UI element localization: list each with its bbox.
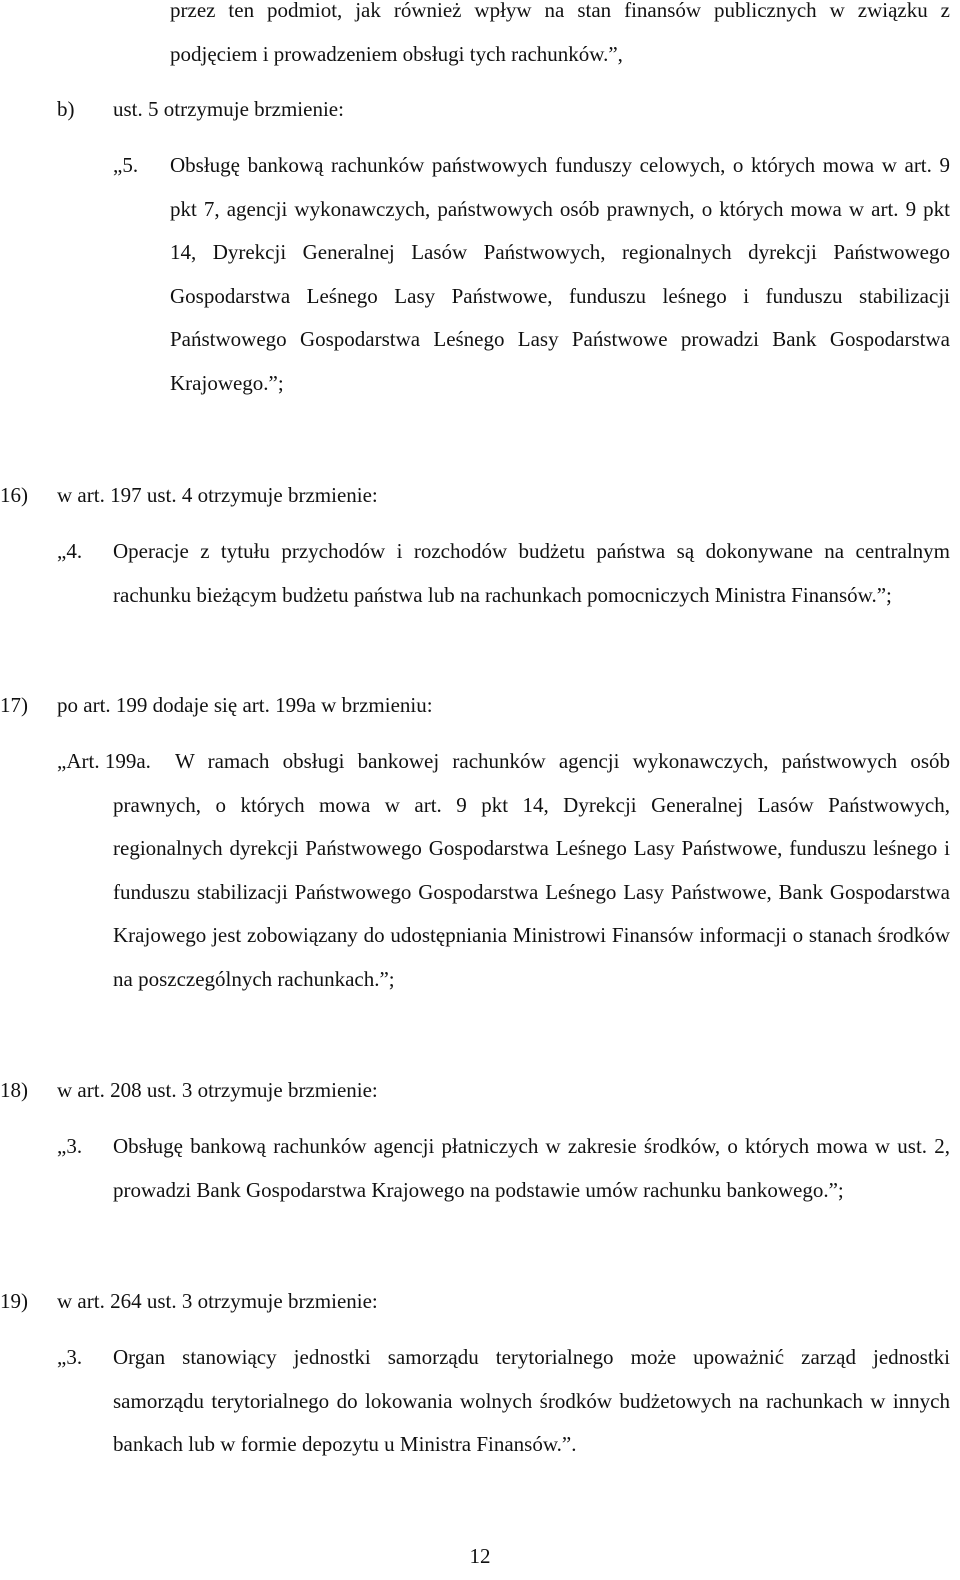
quote-text-5: Obsługę bankową rachunków państwowych funduszy celowych, o których mowa w art. 9 pkt 7, agencji wykonawczych, państwowych osób prawnych, o których mowa w art. 9 pkt 14, Dyrekcji Generalnej Lasów Państwowych, regionalnych dyrekcji Państwowego Gospodarstwa Leśnego Lasy Państwowe, funduszu leśnego i funduszu stabilizacji Państwowego Gospodarstwa Leśnego Lasy Państwowe prowadzi Bank Gospodarstwa Krajowego.”; bbox=[170, 153, 950, 395]
item-text-b: ust. 5 otrzymuje brzmienie: bbox=[113, 97, 344, 121]
quote-label-5: „5. bbox=[113, 153, 139, 177]
item-text-18: w art. 208 ust. 3 otrzymuje brzmienie: bbox=[57, 1078, 378, 1102]
item-label-16: 16) bbox=[0, 483, 28, 507]
item-label-19: 19) bbox=[0, 1289, 28, 1313]
quote-label-199a: „Art. 199a. bbox=[57, 749, 151, 773]
item-label-18: 18) bbox=[0, 1078, 28, 1102]
quote-text-16-4: Operacje z tytułu przychodów i rozchodów budżetu państwa są dokonywane na centralnym rachunku bieżącym budżetu państwa lub na rachunkach pomocniczych Ministra Finansów.”; bbox=[113, 539, 950, 607]
quote-text-18-3: Obsługę bankową rachunków agencji płatniczych w zakresie środków, o których mowa w ust. 2, prowadzi Bank Gospodarstwa Krajowego na podstawie umów rachunku bankowego.”; bbox=[113, 1134, 950, 1202]
page-number: 12 bbox=[469, 1544, 491, 1568]
item-text-17: po art. 199 dodaje się art. 199a w brzmieniu: bbox=[57, 693, 433, 717]
quote-label-18-3: „3. bbox=[57, 1134, 83, 1158]
item-label-b: b) bbox=[57, 97, 75, 121]
continuation-paragraph: przez ten podmiot, jak również wpływ na stan finansów publicznych w związku z podjęciem i prowadzeniem obsługi tych rachunków.”, bbox=[170, 0, 950, 66]
quote-text-19-3: Organ stanowiący jednostki samorządu terytorialnego może upoważnić zarząd jednostki samorządu terytorialnego do lokowania wolnych środków budżetowych na rachunkach w innych bankach lub w formie depozytu u Ministra Finansów.”. bbox=[113, 1345, 950, 1456]
quote-label-19-3: „3. bbox=[57, 1345, 83, 1369]
quote-label-16-4: „4. bbox=[57, 539, 83, 563]
quote-text-199a: W ramach obsługi bankowej rachunków agencji wykonawczych, państwowych osób prawnych, o których mowa w art. 9 pkt 14, Dyrekcji Generalnej Lasów Państwowych, regionalnych dyrekcji Państwowego Gospodarstwa Leśnego Lasy Państwowe, funduszu leśnego i funduszu stabilizacji Państwowego Gospodarstwa Leśnego Lasy Państwowe, Bank Gospodarstwa Krajowego jest zobowiązany do udostępniania Ministrowi Finansów informacji o stanach środków na poszczególnych rachunkach.”; bbox=[113, 749, 950, 991]
item-label-17: 17) bbox=[0, 693, 28, 717]
item-text-16: w art. 197 ust. 4 otrzymuje brzmienie: bbox=[57, 483, 378, 507]
item-text-19: w art. 264 ust. 3 otrzymuje brzmienie: bbox=[57, 1289, 378, 1313]
